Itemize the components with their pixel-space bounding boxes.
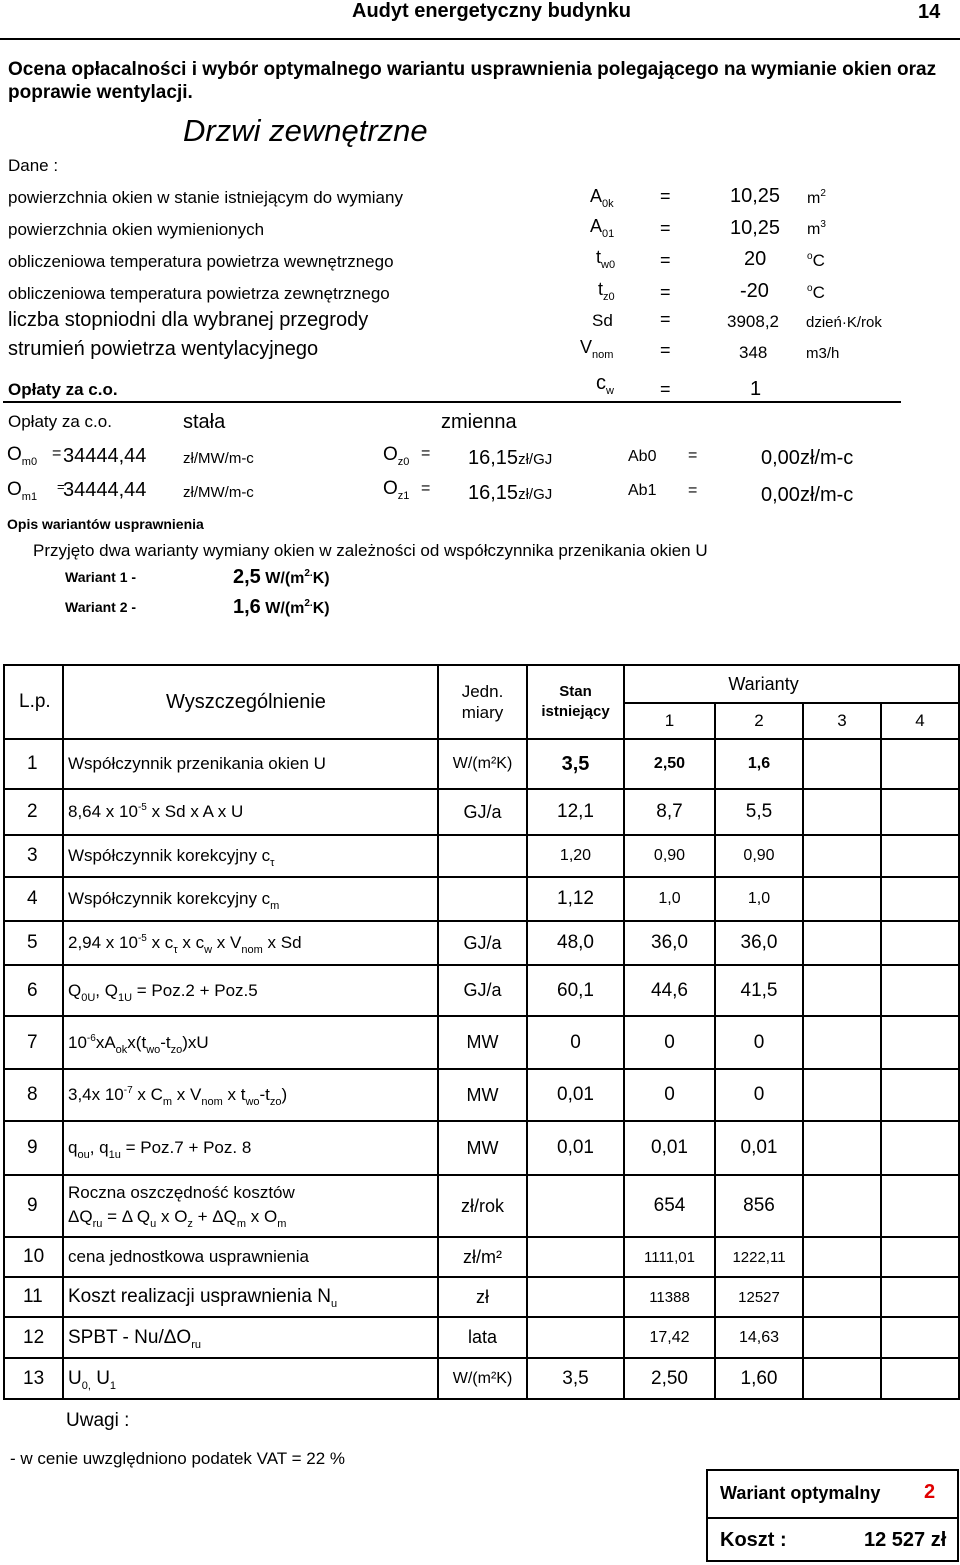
row-number: 6 <box>4 965 63 1016</box>
param-label: obliczeniowa temperatura powietrza wewnętrznego <box>8 252 394 271</box>
row-variant-3 <box>803 1317 881 1358</box>
table-row <box>4 1317 959 1358</box>
col-variant-1-header: 1 <box>624 703 715 739</box>
param-value: 3908,2 <box>727 312 779 331</box>
col-lp-header: L.p. <box>4 665 63 739</box>
variant-value: 2,5 $W/(m^{2.}K)$ <box>233 566 330 588</box>
ab-label: Ab1 <box>628 482 657 499</box>
cost-label: Koszt : <box>720 1529 787 1551</box>
row-variant-4 <box>881 1277 959 1317</box>
row-number: 8 <box>4 1069 63 1121</box>
dane-label: Dane : <box>8 156 59 175</box>
fixed-fee-unit: zł/MW/m-c <box>183 484 254 501</box>
section-divider <box>3 401 901 403</box>
row-number: 9 <box>4 1121 63 1175</box>
fee-equals: = <box>421 480 431 497</box>
param-symbol: $A_{0k}$ <box>590 186 614 210</box>
param-label: powierzchnia okien wymienionych <box>8 220 265 239</box>
variants-heading: Opis wariantów usprawnienia <box>7 516 204 532</box>
param-value: -20 <box>740 280 769 302</box>
variable-fee-label: zmienna <box>441 411 517 433</box>
ab-value: 0,00zł/m-c <box>761 447 854 469</box>
row-variant-3 <box>803 921 881 965</box>
summary-cost-row <box>708 1517 957 1563</box>
summary-box <box>706 1469 959 1562</box>
row-variant-3 <box>803 1069 881 1121</box>
row-variant-2: 1222,11 <box>715 1237 803 1277</box>
row-variant-3 <box>803 835 881 877</box>
row-description: $q_{ou}$, $q_{1u} = Poz.7$ + Poz. 8 <box>63 1121 438 1175</box>
row-variant-4 <box>881 1237 959 1277</box>
row-existing: 60,1 <box>527 965 624 1016</box>
row-variant-1: 2,50 <box>624 1358 715 1399</box>
row-variant-3 <box>803 1121 881 1175</box>
ab-equals: = <box>688 482 698 499</box>
row-unit: zł/m² <box>438 1237 527 1277</box>
table-row <box>4 1237 959 1277</box>
table-row <box>4 1069 959 1121</box>
row-variant-2: 1,0 <box>715 877 803 921</box>
table-row <box>4 1277 959 1317</box>
row-description: 3,4x $10^{-7}$ x $C_m$ x $V_{nom}$ x $t_{wo}-t_{zo}$) <box>63 1069 438 1121</box>
row-description: $10^{-6}xA_{ok}x(t_{wo}-t_{zo})xU$ <box>63 1016 438 1069</box>
row-variant-1: 11388 <box>624 1277 715 1317</box>
row-existing: 3,5 <box>527 1358 624 1399</box>
page-number: 14 <box>918 1 941 23</box>
row-variant-2: 36,0 <box>715 921 803 965</box>
col-variant-3-header: 3 <box>803 703 881 739</box>
row-unit: GJ/a <box>438 789 527 835</box>
row-variant-1: 654 <box>624 1175 715 1237</box>
row-unit: lata <box>438 1317 527 1358</box>
row-variant-2: 0 <box>715 1069 803 1121</box>
row-existing: 0,01 <box>527 1121 624 1175</box>
row-variant-2: 0,90 <box>715 835 803 877</box>
row-description: Współczynnik korekcyjny $c_\tau$ <box>63 835 438 877</box>
variable-fee-value: 16,15zł/GJ <box>468 482 553 504</box>
row-number: 1 <box>4 739 63 789</box>
col-existing-header: Stan istniejący <box>527 665 624 739</box>
row-description: Współczynnik przenikania okien U <box>63 739 438 789</box>
row-existing: 48,0 <box>527 921 624 965</box>
param-equals: = <box>660 282 671 302</box>
ab-equals: = <box>688 447 698 464</box>
row-number: 9 <box>4 1175 63 1237</box>
row-variant-1: 0,01 <box>624 1121 715 1175</box>
optimal-variant-value: 2 <box>924 1481 936 1503</box>
notes-vat: - w cenie uwzględniono podatek VAT = 22 % <box>10 1449 346 1468</box>
variant-label: Wariant 1 - <box>65 569 137 585</box>
param-value: 20 <box>744 248 767 270</box>
variants-description: Przyjęto dwa warianty wymiany okien w zależności od współczynnika przenikania okien U <box>33 541 708 560</box>
fee-symbol: $O_{m0}$ <box>7 444 38 468</box>
row-number: 13 <box>4 1358 63 1399</box>
row-existing <box>527 1317 624 1358</box>
row-existing: 0,01 <box>527 1069 624 1121</box>
col-unit-header: Jedn. miary <box>438 665 527 739</box>
ab-value: 0,00zł/m-c <box>761 484 854 506</box>
row-description: 8,64 x $10^{-5}$ x Sd x A x U <box>63 789 438 835</box>
row-variant-1: 36,0 <box>624 921 715 965</box>
row-variant-2: 1,6 <box>715 739 803 789</box>
param-equals: = <box>660 250 671 270</box>
param-label: obliczeniowa temperatura powietrza zewnętrznego <box>8 284 390 303</box>
param-equals: = <box>660 186 671 206</box>
param-equals: = <box>660 379 671 399</box>
fee-symbol: $O_{m1}$ <box>7 479 38 503</box>
param-symbol: Sd <box>592 311 613 330</box>
fee-equals: = <box>57 479 65 494</box>
row-variant-1: 0 <box>624 1069 715 1121</box>
col-description-header: Wyszczególnienie <box>63 665 438 739</box>
row-number: 5 <box>4 921 63 965</box>
param-symbol: $V_{nom}$ <box>580 337 614 361</box>
row-variant-1: 1,0 <box>624 877 715 921</box>
row-existing <box>527 1277 624 1317</box>
fees-label: Opłaty za c.o. <box>8 412 112 431</box>
row-variant-1: 17,42 <box>624 1317 715 1358</box>
row-variant-3 <box>803 965 881 1016</box>
row-existing <box>527 1175 624 1237</box>
row-unit: MW <box>438 1069 527 1121</box>
param-value: 348 <box>739 343 768 362</box>
variable-fee-symbol: $O_{z1}$ <box>383 478 410 502</box>
row-variant-1: 2,50 <box>624 739 715 789</box>
row-variant-2: 0 <box>715 1016 803 1069</box>
row-description: 2,94 x $10^{-5}$ x $c_\tau$ x $c_w$ x $V_{nom}$ x Sd <box>63 921 438 965</box>
variable-fee-symbol: $O_{z0}$ <box>383 444 410 468</box>
row-unit: GJ/a <box>438 921 527 965</box>
row-unit: zł/rok <box>438 1175 527 1237</box>
row-unit: MW <box>438 1121 527 1175</box>
notes-heading: Uwagi : <box>66 1410 130 1431</box>
row-variant-4 <box>881 789 959 835</box>
row-number: 2 <box>4 789 63 835</box>
fixed-fee-unit: zł/MW/m-c <box>183 450 254 467</box>
row-existing: 0 <box>527 1016 624 1069</box>
row-unit: W/(m²K) <box>438 739 527 789</box>
param-value: 1 <box>750 378 762 400</box>
table-header-row <box>4 665 959 703</box>
table-row <box>4 1175 959 1237</box>
param-equals: = <box>660 340 671 360</box>
table-row <box>4 1121 959 1175</box>
row-existing: 1,20 <box>527 835 624 877</box>
table-row <box>4 1016 959 1069</box>
param-symbol: $A_{01}$ <box>590 216 615 240</box>
row-variant-2: 5,5 <box>715 789 803 835</box>
table-row <box>4 965 959 1016</box>
variant-label: Wariant 2 - <box>65 599 137 615</box>
row-variant-3 <box>803 877 881 921</box>
row-variant-4 <box>881 1016 959 1069</box>
row-unit <box>438 835 527 877</box>
section-subtitle: Drzwi zewnętrzne <box>183 113 428 148</box>
ab-label: Ab0 <box>628 448 657 465</box>
row-variant-2: 41,5 <box>715 965 803 1016</box>
row-variant-2: 0,01 <box>715 1121 803 1175</box>
row-variant-2: 1,60 <box>715 1358 803 1399</box>
fixed-fee-label: stała <box>183 411 226 433</box>
row-variant-1: 1111,01 <box>624 1237 715 1277</box>
param-unit: $m^3$ <box>807 219 826 238</box>
table-row <box>4 877 959 921</box>
row-variant-3 <box>803 1175 881 1237</box>
table-row <box>4 739 959 789</box>
row-description: Koszt realizacji usprawnienia $N_u$ <box>63 1277 438 1317</box>
summary-optimal-row <box>708 1471 957 1517</box>
row-description: $U_{0,}$ $U_1$ <box>63 1358 438 1399</box>
row-unit: W/(m²K) <box>438 1358 527 1399</box>
row-variant-4 <box>881 739 959 789</box>
row-description: Współczynnik korekcyjny $c_m$ <box>63 877 438 921</box>
param-symbol: $t_{z0}$ <box>598 279 615 303</box>
param-label: strumień powietrza wentylacyjnego <box>8 338 319 360</box>
row-variant-4 <box>881 1121 959 1175</box>
table-row <box>4 789 959 835</box>
row-description: Roczna oszczędność kosztów $\Delta Q_{ru} = \Delta$ $Q_u$ x $O_z + \Delta Q_m$ x $O_m$ <box>63 1175 438 1237</box>
row-variant-4 <box>881 1175 959 1237</box>
row-variant-4 <box>881 1069 959 1121</box>
calculation-table <box>3 664 960 1400</box>
param-value: 10,25 <box>730 185 781 207</box>
row-number: 11 <box>4 1277 63 1317</box>
param-equals: = <box>660 218 671 238</box>
row-existing: 3,5 <box>527 739 624 789</box>
row-number: 10 <box>4 1237 63 1277</box>
row-variant-1: 8,7 <box>624 789 715 835</box>
section-heading: Ocena opłacalności i wybór optymalnego wariantu usprawnienia polegającego na wymianie okien oraz poprawie wentylacji. <box>8 59 937 103</box>
row-variant-4 <box>881 877 959 921</box>
optimal-variant-label: Wariant optymalny <box>720 1483 881 1503</box>
row-variant-4 <box>881 965 959 1016</box>
variable-fee-value: 16,15zł/GJ <box>468 447 553 469</box>
row-number: 12 <box>4 1317 63 1358</box>
param-value: 10,25 <box>730 217 781 239</box>
param-symbol: $c_w$ <box>596 372 614 397</box>
row-variant-4 <box>881 835 959 877</box>
param-unit: $m^2$ <box>807 188 826 207</box>
row-number: 4 <box>4 877 63 921</box>
table-row <box>4 835 959 877</box>
row-unit: MW <box>438 1016 527 1069</box>
row-description: cena jednostkowa usprawnienia <box>63 1237 438 1277</box>
row-description: $Q_{0U}$, $Q_{1U} = Poz.2 + Poz.5$ <box>63 965 438 1016</box>
row-existing: 12,1 <box>527 789 624 835</box>
row-variant-4 <box>881 1358 959 1399</box>
row-unit: GJ/a <box>438 965 527 1016</box>
row-variant-4 <box>881 921 959 965</box>
row-variant-3 <box>803 789 881 835</box>
row-variant-3 <box>803 1277 881 1317</box>
header-rule <box>0 38 960 40</box>
heating-fees-label: Opłaty za c.o. <box>8 380 118 399</box>
row-existing <box>527 1237 624 1277</box>
row-existing: 1,12 <box>527 877 624 921</box>
row-variant-2: 12527 <box>715 1277 803 1317</box>
row-variant-3 <box>803 739 881 789</box>
row-variant-3 <box>803 1358 881 1399</box>
variant-value: 1,6 $W/(m^{2.}K)$ <box>233 596 330 618</box>
fixed-fee-value: 34444,44 <box>63 445 147 467</box>
row-variant-1: 44,6 <box>624 965 715 1016</box>
table-row <box>4 921 959 965</box>
col-variant-2-header: 2 <box>715 703 803 739</box>
param-unit: m3/h <box>806 345 840 362</box>
param-symbol: $t_{w0}$ <box>596 247 616 271</box>
fee-equals: = <box>52 445 62 462</box>
row-variant-2: 856 <box>715 1175 803 1237</box>
row-variant-3 <box>803 1237 881 1277</box>
param-unit: $^o$C <box>807 283 825 302</box>
row-variant-1: 0 <box>624 1016 715 1069</box>
row-variant-2: 14,63 <box>715 1317 803 1358</box>
param-unit: dzień·K/rok <box>806 314 882 331</box>
cost-value: 12 527 zł <box>864 1529 947 1551</box>
param-label: powierzchnia okien w stanie istniejącym do wymiany <box>8 188 403 207</box>
param-label: liczba stopniodni dla wybranej przegrody <box>8 309 369 331</box>
row-variant-3 <box>803 1016 881 1069</box>
col-variant-4-header: 4 <box>881 703 959 739</box>
param-equals: = <box>660 309 671 329</box>
row-description: SPBT - $Nu/\Delta O_{ru}$ <box>63 1317 438 1358</box>
row-variant-1: 0,90 <box>624 835 715 877</box>
col-variants-header: Warianty <box>624 665 959 703</box>
document-title: Audyt energetyczny budynku <box>352 0 631 22</box>
row-variant-4 <box>881 1317 959 1358</box>
row-unit: zł <box>438 1277 527 1317</box>
row-unit <box>438 877 527 921</box>
table-row <box>4 1358 959 1399</box>
row-number: 7 <box>4 1016 63 1069</box>
fixed-fee-value: 34444,44 <box>63 479 147 501</box>
param-unit: $^o$C <box>807 251 825 270</box>
row-number: 3 <box>4 835 63 877</box>
fee-equals: = <box>421 445 431 462</box>
